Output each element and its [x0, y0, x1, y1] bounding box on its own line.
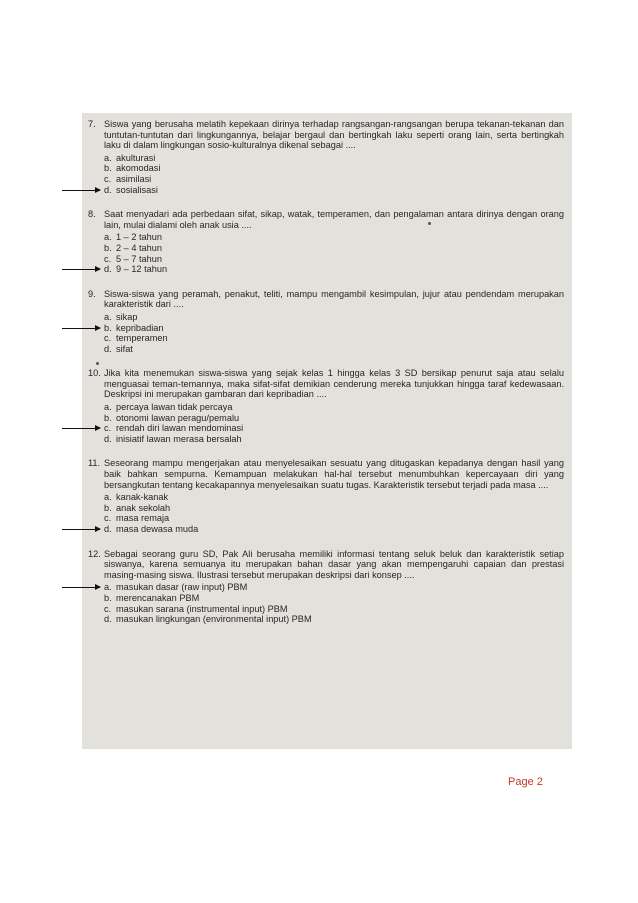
- option-text: temperamen: [116, 333, 168, 344]
- question-text: Siswa-siswa yang peramah, penakut, teliti, mampu mengambil kesimpulan, jujur atau pendendam merupakan karakteristik dari ....: [104, 288, 564, 310]
- answer-arrow-icon: [62, 529, 100, 530]
- option-text: asimilasi: [116, 173, 152, 184]
- option-text: masukan dasar (raw input) PBM: [116, 582, 248, 593]
- answer-option: [104, 232, 564, 243]
- question-1: [88, 119, 564, 195]
- question-text: Saat menyadari ada perbedaan sifat, sikap, watak, temperamen, dan pengalaman antara dirinya dengan orang lain, mulai dialami oleh anak usia ....: [104, 209, 564, 230]
- answer-option: [104, 333, 564, 344]
- answer-arrow-icon: [62, 269, 100, 270]
- answer-option: [104, 434, 564, 445]
- option-text: 9 – 12 tahun: [116, 264, 168, 275]
- option-letter: d.: [104, 614, 112, 625]
- option-letter: a.: [104, 492, 112, 503]
- question-4: [88, 368, 564, 444]
- option-text: akomodasi: [116, 163, 161, 174]
- option-text: masukan sarana (instrumental input) PBM: [116, 603, 288, 614]
- answer-option: [104, 323, 564, 334]
- page-number: Page 2: [508, 776, 543, 788]
- option-text: 5 – 7 tahun: [116, 253, 162, 264]
- answer-option: [104, 402, 564, 413]
- option-letter: b.: [104, 502, 112, 513]
- option-letter: d.: [104, 264, 112, 275]
- answer-option: [104, 312, 564, 323]
- question-stem: [88, 209, 564, 230]
- option-letter: b.: [104, 163, 112, 174]
- option-list: [104, 312, 564, 354]
- question-stem: [88, 289, 564, 310]
- answer-arrow-icon: [62, 587, 100, 588]
- answer-arrow-icon: [62, 190, 100, 191]
- option-text: 2 – 4 tahun: [116, 242, 162, 253]
- answer-option: [104, 614, 564, 625]
- option-letter: a.: [104, 582, 112, 593]
- option-text: 1 – 2 tahun: [116, 232, 162, 243]
- option-text: kanak-kanak: [116, 492, 169, 503]
- answer-option: [104, 423, 564, 434]
- answer-arrow-icon: [62, 328, 100, 329]
- option-letter: d.: [104, 433, 112, 444]
- answer-option: [104, 264, 564, 275]
- answer-option: [104, 344, 564, 355]
- option-text: percaya lawan tidak percaya: [116, 402, 233, 413]
- question-stem: [88, 368, 564, 400]
- answer-option: [104, 153, 564, 164]
- answer-option: [104, 492, 564, 503]
- answer-option: [104, 254, 564, 265]
- option-list: [104, 402, 564, 444]
- option-letter: d.: [104, 524, 112, 534]
- option-letter: b.: [104, 322, 112, 333]
- question-number: 9.: [88, 288, 96, 299]
- option-letter: d.: [104, 184, 112, 195]
- answer-option: [104, 163, 564, 174]
- answer-arrow-icon: [62, 428, 100, 429]
- option-text: akulturasi: [116, 152, 156, 163]
- option-text: inisiatif lawan merasa bersalah: [116, 433, 242, 444]
- answer-option: [104, 243, 564, 254]
- answer-option: [104, 185, 564, 196]
- option-text: anak sekolah: [116, 502, 171, 513]
- option-text: masa dewasa muda: [116, 524, 199, 534]
- question-number: 8.: [88, 209, 96, 220]
- answer-option: [104, 413, 564, 424]
- option-list: [104, 492, 564, 534]
- answer-option: [104, 582, 564, 593]
- option-letter: a.: [104, 152, 112, 163]
- question-text: Sebagai seorang guru SD, Pak Ali berusaha memiliki informasi tentang seluk beluk dan karakteristik setiap siswanya, karena semuanya itu merupakan bahan dasar yang akan mempengaruhi capaian dan prestasi masing-masing siswa. Ilustrasi tersebut merupakan deskripsi dari konsep ....: [104, 548, 564, 580]
- option-text: sikap: [116, 311, 138, 322]
- option-text: kepribadian: [116, 322, 164, 333]
- option-letter: a.: [104, 232, 112, 243]
- question-stem: [88, 549, 564, 581]
- answer-option: [104, 593, 564, 604]
- option-letter: c.: [104, 173, 112, 184]
- question-5: [88, 458, 564, 534]
- question-list: [88, 119, 564, 639]
- answer-option: [104, 513, 564, 524]
- option-text: sifat: [116, 343, 133, 354]
- answer-option: [104, 604, 564, 615]
- question-number: 7.: [88, 119, 96, 129]
- option-letter: c.: [104, 333, 112, 344]
- option-list: [104, 153, 564, 195]
- option-letter: b.: [104, 242, 112, 253]
- question-6: [88, 549, 564, 625]
- question-stem: [88, 119, 564, 151]
- option-letter: c.: [104, 253, 112, 264]
- option-list: [104, 582, 564, 624]
- question-number: 12.: [88, 548, 101, 559]
- question-stem: [88, 458, 564, 490]
- answer-option: [104, 174, 564, 185]
- option-letter: b.: [104, 592, 112, 603]
- option-letter: c.: [104, 603, 112, 614]
- question-2: [88, 209, 564, 275]
- answer-option: [104, 524, 564, 535]
- question-number: 10.: [88, 368, 101, 379]
- question-3: [88, 289, 564, 355]
- option-text: otonomi lawan peragu/pemalu: [116, 412, 240, 423]
- option-text: masa remaja: [116, 513, 170, 524]
- answer-option: [104, 503, 564, 514]
- question-text: Seseorang mampu mengerjakan atau menyelesaikan sesuatu yang ditugaskan kepadanya dengan hasil yang baik bahkan sempurna. Kemampuan melakukan hal-hal tersebut menumbuhkan kepercayaan diri yang bersangkutan tentang kecakapannya menyelesaikan suatu tugas. Karakteristik tersebut terjadi pada masa ....: [104, 458, 564, 490]
- option-letter: a.: [104, 311, 112, 322]
- question-text: Siswa yang berusaha melatih kepekaan dirinya terhadap rangsangan-rangsangan berupa tekanan-tekanan dan tuntutan-tuntutan dari lingkungannya, belajar bergaul dan bertingkah laku seperti orang lain, serta bertingkah laku di dalam lingkungan sosio-kulturalnya dikenal sebagai ....: [104, 119, 564, 151]
- option-text: masukan lingkungan (environmental input) PBM: [116, 614, 312, 625]
- option-text: merencanakan PBM: [116, 592, 200, 603]
- option-letter: c.: [104, 513, 112, 524]
- question-number: 11.: [88, 458, 101, 469]
- option-letter: a.: [104, 402, 112, 413]
- option-text: rendah diri lawan mendominasi: [116, 423, 244, 434]
- question-text: Jika kita menemukan siswa-siswa yang sejak kelas 1 hingga kelas 3 SD bersikap penurut saja atau selalu menguasai teman-temannya, maka sifat-sifat demikian cenderung mereka tunjukkan hingga taraf kedewasaan. Deskripsi ini merupakan gambaran dari kepribadian ....: [104, 368, 564, 400]
- option-letter: d.: [104, 343, 112, 354]
- option-letter: c.: [104, 423, 112, 434]
- option-text: sosialisasi: [116, 184, 158, 195]
- option-list: [104, 232, 564, 274]
- option-letter: b.: [104, 412, 112, 423]
